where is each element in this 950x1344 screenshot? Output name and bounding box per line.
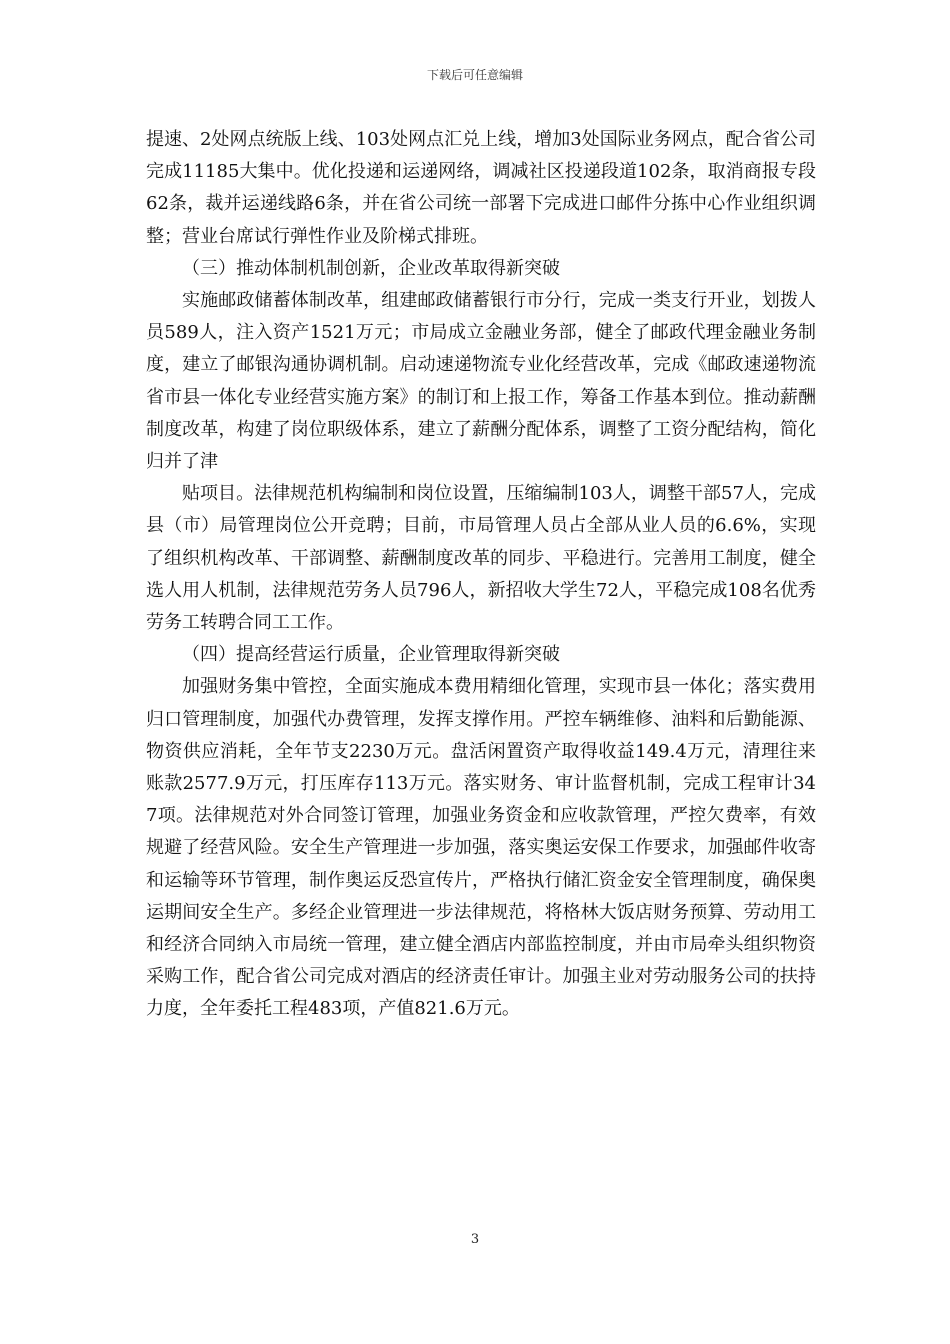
section-heading-4: （四）提高经营运行质量，企业管理取得新突破 [182,644,560,666]
paragraph-1: 提速、2处网点统版上线、103处网点汇兑上线，增加3处国际业务网点，配合省公司完成11185大集中。优化投递和运递网络，调减社区投递段道102条，取消商报专段62条，裁并运递线路6条，并在省公司统一部署下完成进口邮件分拣中心作业组织调整；营业台席试行弹性作业及阶梯式排班。 [146,129,816,247]
document-body [146,124,816,1026]
paragraph-3: 贴项目。法律规范机构编制和岗位设置，压缩编制103人，调整干部57人，完成县（市）局管理岗位公开竞聘；目前，市局管理人员占全部从业人员的6.6%，实现了组织机构改革、干部调整、薪酬制度改革的同步、平稳进行。完善用工制度，健全选人用人机制，法律规范劳务人员796人，新招收大学生72人，平稳完成108名优秀劳务工转聘合同工工作。 [146,483,816,634]
page-number: 3 [470,1232,480,1247]
paragraph-4: 加强财务集中管控，全面实施成本费用精细化管理，实现市县一体化；落实费用归口管理制度，加强代办费管理，发挥支撑作用。严控车辆维修、油料和后勤能源、物资供应消耗，全年节支2230万元。盘活闲置资产取得收益149.4万元，清理往来账款2577.9万元，打压库存113万元。落实财务、审计监督机制，完成工程审计347项。法律规范对外合同签订管理，加强业务资金和应收款管理，严控欠费率，有效规避了经营风险。安全生产管理进一步加强，落实奥运安保工作要求，加强邮件收寄和运输等环节管理，制作奥运反恐宣传片，严格执行储汇资金安全管理制度，确保奥运期间安全生产。多经企业管理进一步法律规范，将格林大饭店财务预算、劳动用工和经济合同纳入市局统一管理，建立健全酒店内部监控制度，并由市局牵头组织物资采购工作，配合省公司完成对酒店的经济责任审计。加强主业对劳动服务公司的扶持力度，全年委托工程483项，产值821.6万元。 [146,676,816,1020]
section-heading-3: （三）推动体制机制创新，企业改革取得新突破 [182,257,560,279]
page-header-note: 下载后可任意编辑 [426,68,523,82]
paragraph-2: 实施邮政储蓄体制改革，组建邮政储蓄银行市分行，完成一类支行开业，划拨人员589人，注入资产1521万元；市局成立金融业务部，健全了邮政代理金融业务制度，建立了邮银沟通协调机制。启动速递物流专业化经营改革，完成《邮政速递物流省市县一体化专业经营实施方案》的制订和上报工作，筹备工作基本到位。推动薪酬制度改革，构建了岗位职级体系，建立了薪酬分配体系，调整了工资分配结构，简化归并了津 [146,290,816,473]
